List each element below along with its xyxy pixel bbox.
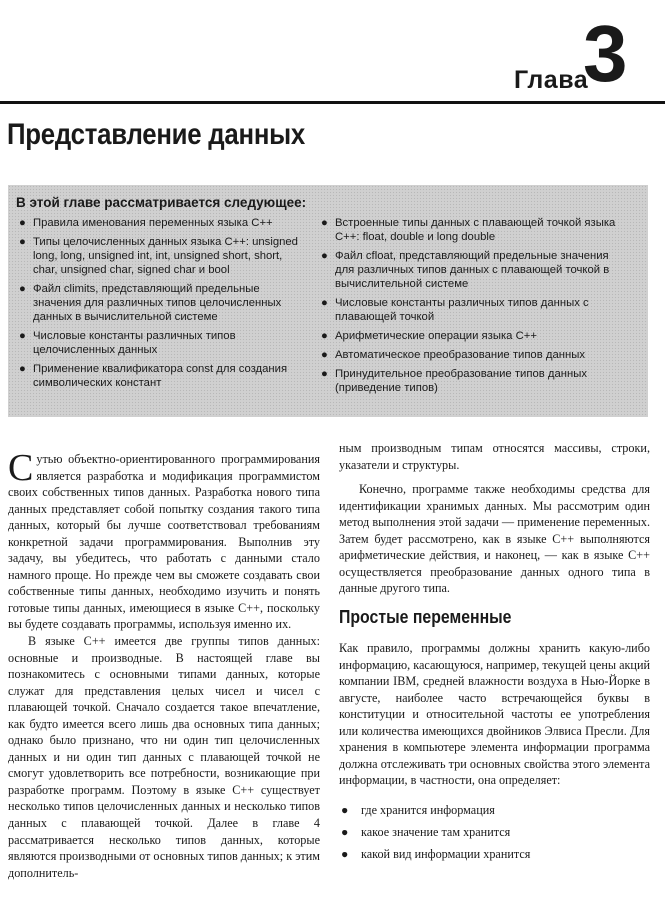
body-column-left (8, 447, 320, 881)
types-paragraph: В языке C++ имеется две группы типов данных: основные и производные. В настоящей главе вы познакомитесь с основными типами данных, которые служат для представления целых чисел и чисел с плавающей точкой. Сначало создается такое впечатление, как будто имеется всего лишь два основных типа данных; однако было признано, что ни один тип целочисленных данных и ни один тип данных с плавающей точкой не смогут удовлетворить все потребности, возникающие при разработке программ. Поэтому в языке C++ существует несколько типов целочисленных данных и несколько типов данных с плавающей точкой. Далее в главе 4 рассматривается несколько типов данных, которые являются производными от основных типов данных; к этим дополнитель- (8, 634, 320, 880)
identification-paragraph: Конечно, программе также необходимы средства для идентификации хранимых данных. Мы рассмотрим один метод выполнения этой задачи — применение переменных. Затем будет рассмотрено, как в языке C++ выполняются арифметические действия, и наконец, — как в языке C++ осуществляется преобразование данных одного типа в данные другого типа. (339, 482, 650, 596)
bullet-icon: ● (19, 236, 26, 248)
bullet-icon: ● (19, 217, 26, 229)
list-item: ● где хранится информация (341, 803, 495, 817)
list-item: ● какой вид информации хранится (341, 847, 531, 861)
overview-list-left (16, 216, 306, 395)
chapter-label: Глава (514, 66, 589, 94)
overview-item: ● Числовые константы различных типов данных с плавающей точкой (321, 297, 589, 323)
list-item: ● какое значение там хранится (341, 825, 511, 839)
body-column-right (339, 440, 650, 597)
bullet-icon: ● (321, 250, 328, 262)
overview-heading: В этой главе рассматривается следующее: (16, 195, 307, 210)
bullet-icon: ● (19, 363, 26, 375)
overview-item: ● Встроенные типы данных с плавающей точкой языка C++: float, double и long double (321, 217, 616, 243)
overview-item: ● Файл climits, представляющий предельные значения для различных типов целочисленных данных в вычислительной системе (19, 283, 282, 323)
drop-cap: С (8, 447, 34, 489)
overview-item: ● Числовые константы различных типов целочисленных данных (19, 330, 236, 356)
bullet-icon: ● (321, 368, 328, 380)
bullet-icon: ● (321, 217, 328, 229)
header-rule (0, 101, 665, 104)
overview-item: ● Арифметические операции языка C++ (321, 330, 537, 342)
overview-item: ● Типы целочисленных данных языка C++: unsigned long, long, unsigned int, int, unsigned short, short, char, unsigned char, signed char и bool (19, 236, 298, 276)
overview-item: ● Файл cfloat, представляющий предельные значения для различных типов данных с плавающей точкой в вычислительной системе (321, 250, 610, 290)
bullet-icon: ● (321, 297, 328, 309)
chapter-title: Представление данных (7, 118, 306, 151)
bullet-icon: ● (321, 349, 328, 361)
overview-item: ● Принудительное преобразование типов данных (приведение типов) (321, 368, 587, 394)
bullet-icon: ● (341, 803, 349, 817)
overview-item: ● Применение квалификатора const для создания символических констант (19, 363, 288, 389)
continued-paragraph: ным производным типам относятся массивы, строки, указатели и структуры. (339, 441, 650, 472)
bullet-icon: ● (341, 825, 349, 839)
bullet-icon: ● (341, 847, 349, 861)
bullet-icon: ● (19, 330, 26, 342)
property-list (339, 802, 530, 868)
chapter-number: 3 (583, 9, 628, 98)
overview-list-right (318, 216, 628, 400)
overview-item: ● Правила именования переменных языка C++ (19, 217, 273, 229)
intro-paragraph: Сутью объектно-ориентированного программирования является разработка и модификация программистом своих собственных типов данных. Разработка нового типа данных представляет собой попытку создания такого типа данных, который бы лучше соответствовал требованиям конкретной задачи программирования. Выполнив эту задачу, вы убедитесь, что работать с данными стало намного проще. Но прежде чем вы сможете создавать свои собственные типы данных, необходимо изучить и понять готовые типы данных, имеющиеся в языке C++, поскольку вы будете создавать программы, используя именно их. (8, 447, 320, 632)
bullet-icon: ● (321, 330, 328, 342)
section-paragraph: Как правило, программы должны хранить какую-либо информацию, касающуюся, например, текущей цены акций компании IBM, средней влажности воздуха в Нью-Йорке в августе, наиболее часто встречающейся буквы в конституции и относительной частоты ее употребления или количества имеющихся двойников Элвиса Пресли. Для хранения в компьютере элемента информации программа должна отслеживать три основных свойства этого элемента информации, в частности, она определяет: (339, 641, 650, 788)
overview-item: ● Автоматическое преобразование типов данных (321, 349, 585, 361)
section-heading: Простые переменные (339, 607, 512, 627)
bullet-icon: ● (19, 283, 26, 295)
